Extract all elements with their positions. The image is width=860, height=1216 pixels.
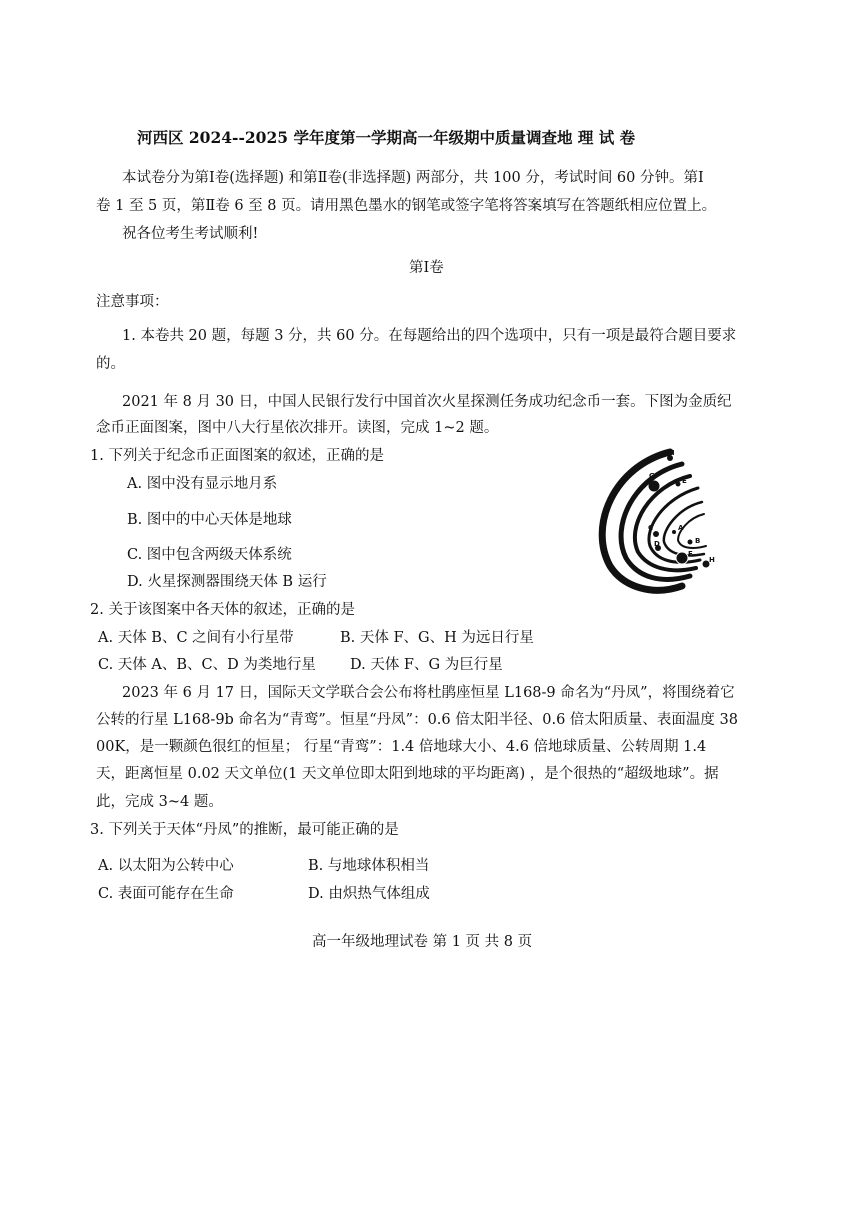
- notice-line-2: 的。: [96, 356, 125, 372]
- passage2-line-4: 天，距离恒星 0.02 天文单位(1 天文单位即太阳到地球的平均距离) ，是个很热的“超级地球”。据: [96, 766, 719, 782]
- q2-stem: 2. 关于该图案中各天体的叙述，正确的是: [90, 602, 355, 618]
- figure-label-f: F: [688, 550, 693, 558]
- page-title: 河西区 2024--2025 学年度第一学期高一年级期中质量调查地 理 试 卷: [137, 128, 636, 147]
- coin-planet-diagram: [592, 446, 742, 596]
- planet-marker-c: [653, 531, 659, 537]
- page-footer: 高一年级地理试卷 第 1 页 共 8 页: [312, 934, 533, 950]
- q3-option-c: C. 表面可能存在生命: [98, 886, 234, 902]
- q1-option-a: A. 图中没有显示地月系: [127, 476, 278, 492]
- planet-marker-b: [688, 540, 693, 545]
- section-title: 第Ⅰ卷: [409, 260, 444, 276]
- q2-option-b: B. 天体 F、G、H 为远日行星: [340, 630, 534, 646]
- q2-option-c: C. 天体 A、B、C、D 为类地行星: [98, 657, 316, 673]
- intro-line-1: 本试卷分为第Ⅰ卷(选择题) 和第Ⅱ卷(非选择题) 两部分，共 100 分，考试时间 60 分钟。第Ⅰ: [122, 170, 704, 186]
- passage2-line-1: 2023 年 6 月 17 日，国际天文学联合会公布将杜鹃座恒星 L168-9 命名为“丹凤”，将围绕着它: [122, 685, 735, 701]
- passage2-line-3: 00K，是一颗颜色很红的恒星； 行星“青鸾”：1.4 倍地球大小、4.6 倍地球质量、公转周期 1.4: [96, 739, 707, 755]
- passage1-line-1: 2021 年 8 月 30 日，中国人民银行发行中国首次火星探测任务成功纪念币一套。下图为金质纪: [122, 394, 732, 410]
- q3-option-b: B. 与地球体积相当: [308, 858, 430, 874]
- passage1-line-2: 念币正面图案，图中八大行星依次排开。读图，完成 1~2 题。: [96, 420, 499, 436]
- q1-option-d: D. 火星探测器围绕天体 B 运行: [127, 574, 327, 590]
- planet-marker-a: [672, 530, 676, 534]
- passage2-line-2: 公转的行星 L168-9b 命名为“青鸾”。恒星“丹凤”：0.6 倍太阳半径、0.6 倍太阳质量、表面温度 38: [96, 712, 738, 728]
- q2-option-d: D. 天体 F、G 为巨行星: [350, 657, 503, 673]
- q1-stem: 1. 下列关于纪念币正面图案的叙述，正确的是: [90, 448, 384, 464]
- intro-line-2: 卷 1 至 5 页，第Ⅱ卷 6 至 8 页。请用黑色墨水的钢笔或签字笔将答案填写在答题纸相应位置上。: [96, 198, 717, 214]
- passage2-line-5: 此，完成 3~4 题。: [96, 794, 223, 810]
- q3-stem: 3. 下列关于天体“丹凤”的推断，最可能正确的是: [90, 822, 399, 838]
- notice-line-1: 1. 本卷共 20 题，每题 3 分，共 60 分。在每题给出的四个选项中，只有一项是最符合题目要求: [122, 328, 737, 344]
- notice-label: 注意事项：: [96, 294, 169, 310]
- planet-marker-g: [649, 481, 660, 492]
- figure-label-g: G: [649, 472, 655, 480]
- figure-label-i: I: [672, 449, 675, 457]
- q1-option-c: C. 图中包含两级天体系统: [127, 547, 292, 563]
- planet-marker-f: [676, 552, 688, 564]
- figure-label-d: D: [654, 540, 660, 548]
- q3-option-a: A. 以太阳为公转中心: [98, 858, 234, 874]
- intro-line-3: 祝各位考生考试顺利!: [122, 226, 259, 242]
- figure-label-h: H: [709, 556, 715, 564]
- figure-label-a: A: [678, 524, 684, 532]
- q1-option-b: B. 图中的中心天体是地球: [127, 512, 292, 528]
- figure-label-e: E: [682, 477, 687, 485]
- q3-option-d: D. 由炽热气体组成: [308, 886, 430, 902]
- planet-marker-e: [676, 482, 681, 487]
- figure-label-b: B: [695, 537, 701, 545]
- figure-label-c: C: [648, 524, 654, 532]
- q2-option-a: A. 天体 B、C 之间有小行星带: [98, 630, 294, 646]
